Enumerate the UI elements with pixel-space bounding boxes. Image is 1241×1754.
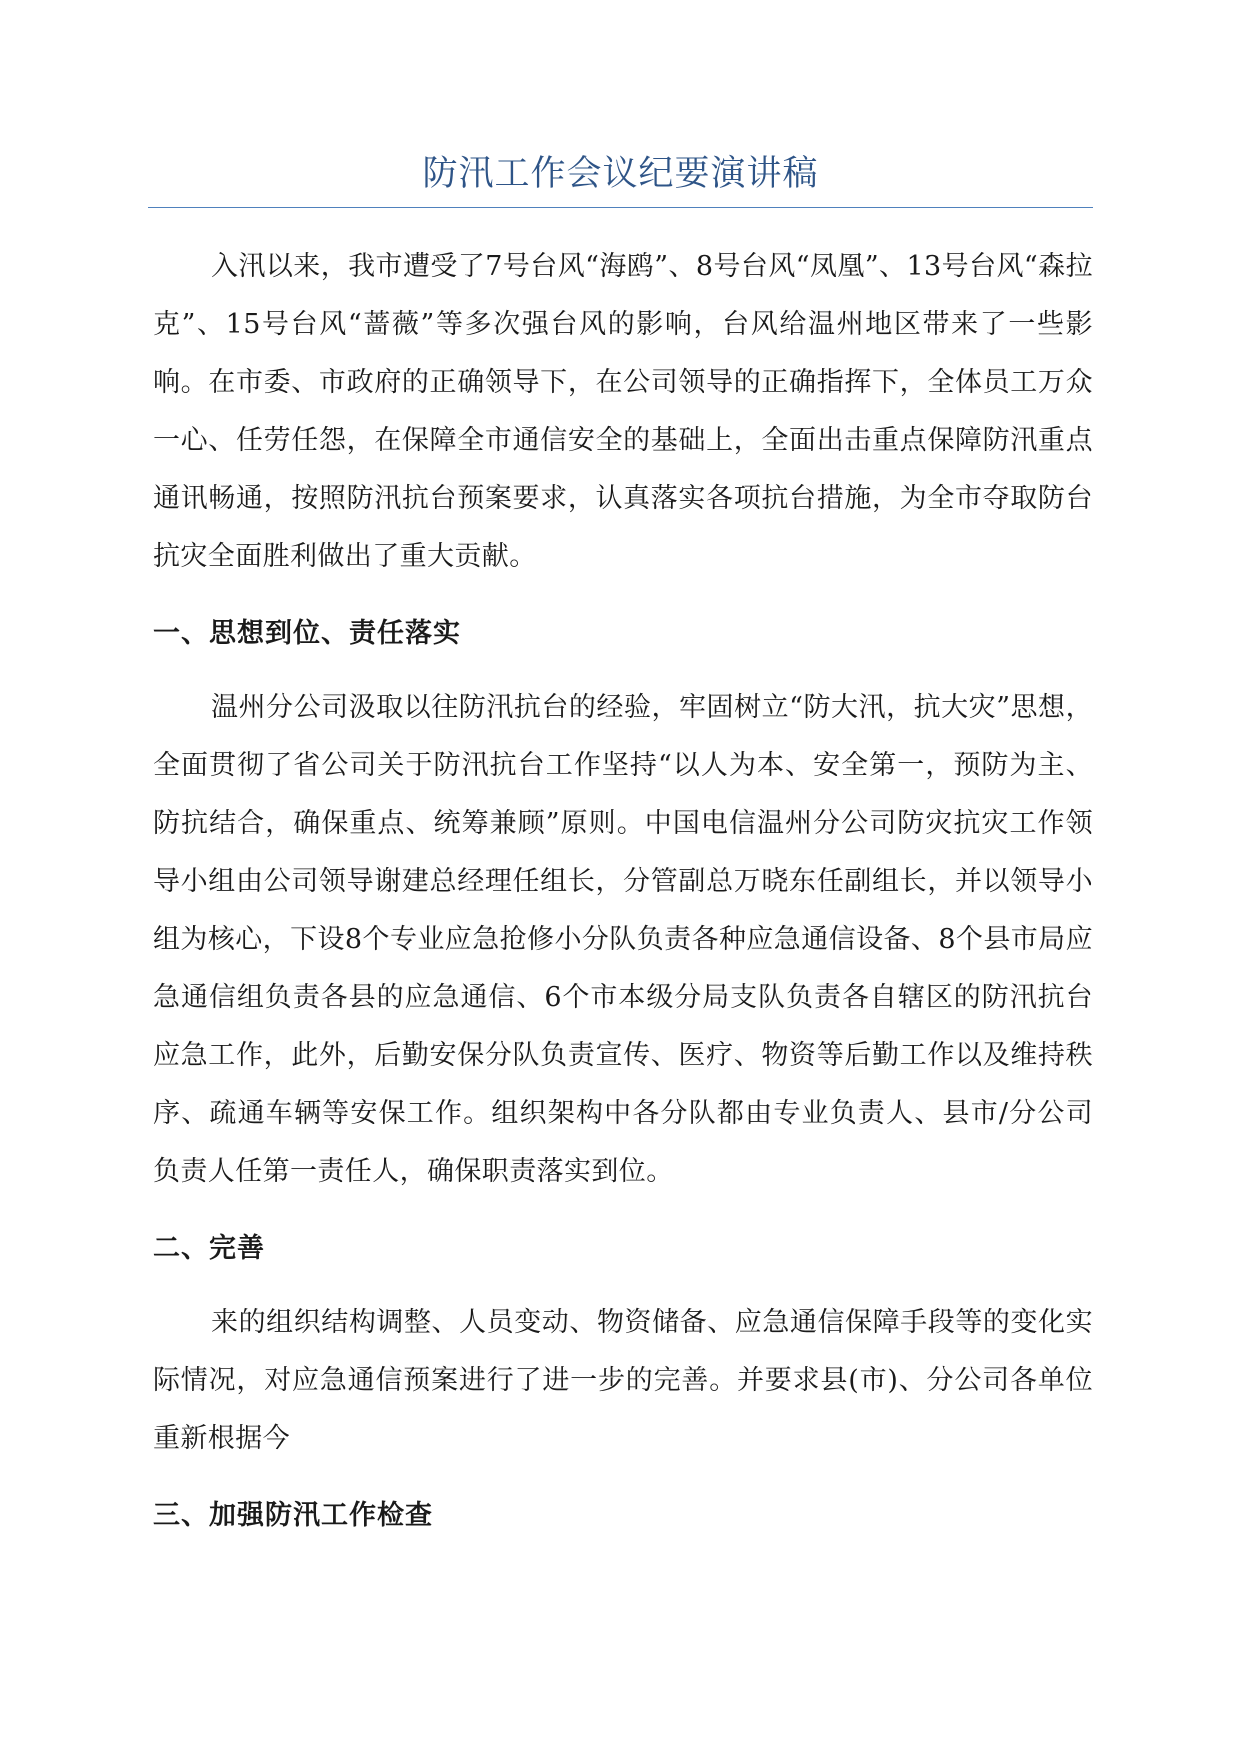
- section-paragraph-2: 来的组织结构调整、人员变动、物资储备、应急通信保障手段等的变化实际情况，对应急通信预案进行了进一步的完善。并要求县(市)、分公司各单位重新根据今: [153, 1307, 1093, 1454]
- document-body: [153, 238, 1093, 1534]
- section-paragraph-1: 温州分公司汲取以往防汛抗台的经验，牢固树立“防大汛，抗大灾”思想，全面贯彻了省公司关于防汛抗台工作坚持“以人为本、安全第一，预防为主、防抗结合，确保重点、统筹兼顾”原则。中国电信温州分公司防灾抗灾工作领导小组由公司领导谢建总经理任组长，分管副总万晓东任副组长，并以领导小组为核心，下设8个专业应急抢修小分队负责各种应急通信设备、8个县市局应急通信组负责各县的应急通信、6个市本级分局支队负责各自辖区的防汛抗台应急工作，此外，后勤安保分队负责宣传、医疗、物资等后勤工作以及维持秩序、疏通车辆等安保工作。组织架构中各分队都由专业负责人、县市/分公司负责人任第一责任人，确保职责落实到位。: [153, 692, 1093, 1187]
- document-title: 防汛工作会议纪要演讲稿: [422, 154, 819, 194]
- spacer: [153, 1267, 1093, 1294]
- spacer: [153, 1201, 1093, 1231]
- spacer: [153, 586, 1093, 616]
- spacer: [153, 1468, 1093, 1498]
- title-underline: [148, 207, 1093, 208]
- intro-paragraph: 入汛以来，我市遭受了7号台风“海鸥”、8号台风“凤凰”、13号台风“森拉克”、15号台风“蔷薇”等多次强台风的影响，台风给温州地区带来了一些影响。在市委、市政府的正确领导下，在公司领导的正确指挥下，全体员工万众一心、任劳任怨，在保障全市通信安全的基础上，全面出击重点保障防汛重点通讯畅通，按照防汛抗台预案要求，认真落实各项抗台措施，为全市夺取防台抗灾全面胜利做出了重大贡献。: [153, 251, 1093, 572]
- section-heading-1: 一、思想到位、责任落实: [153, 618, 461, 649]
- spacer: [153, 652, 1093, 679]
- section-heading-3: 三、加强防汛工作检查: [153, 1500, 433, 1531]
- section-heading-2: 二、完善: [153, 1233, 265, 1264]
